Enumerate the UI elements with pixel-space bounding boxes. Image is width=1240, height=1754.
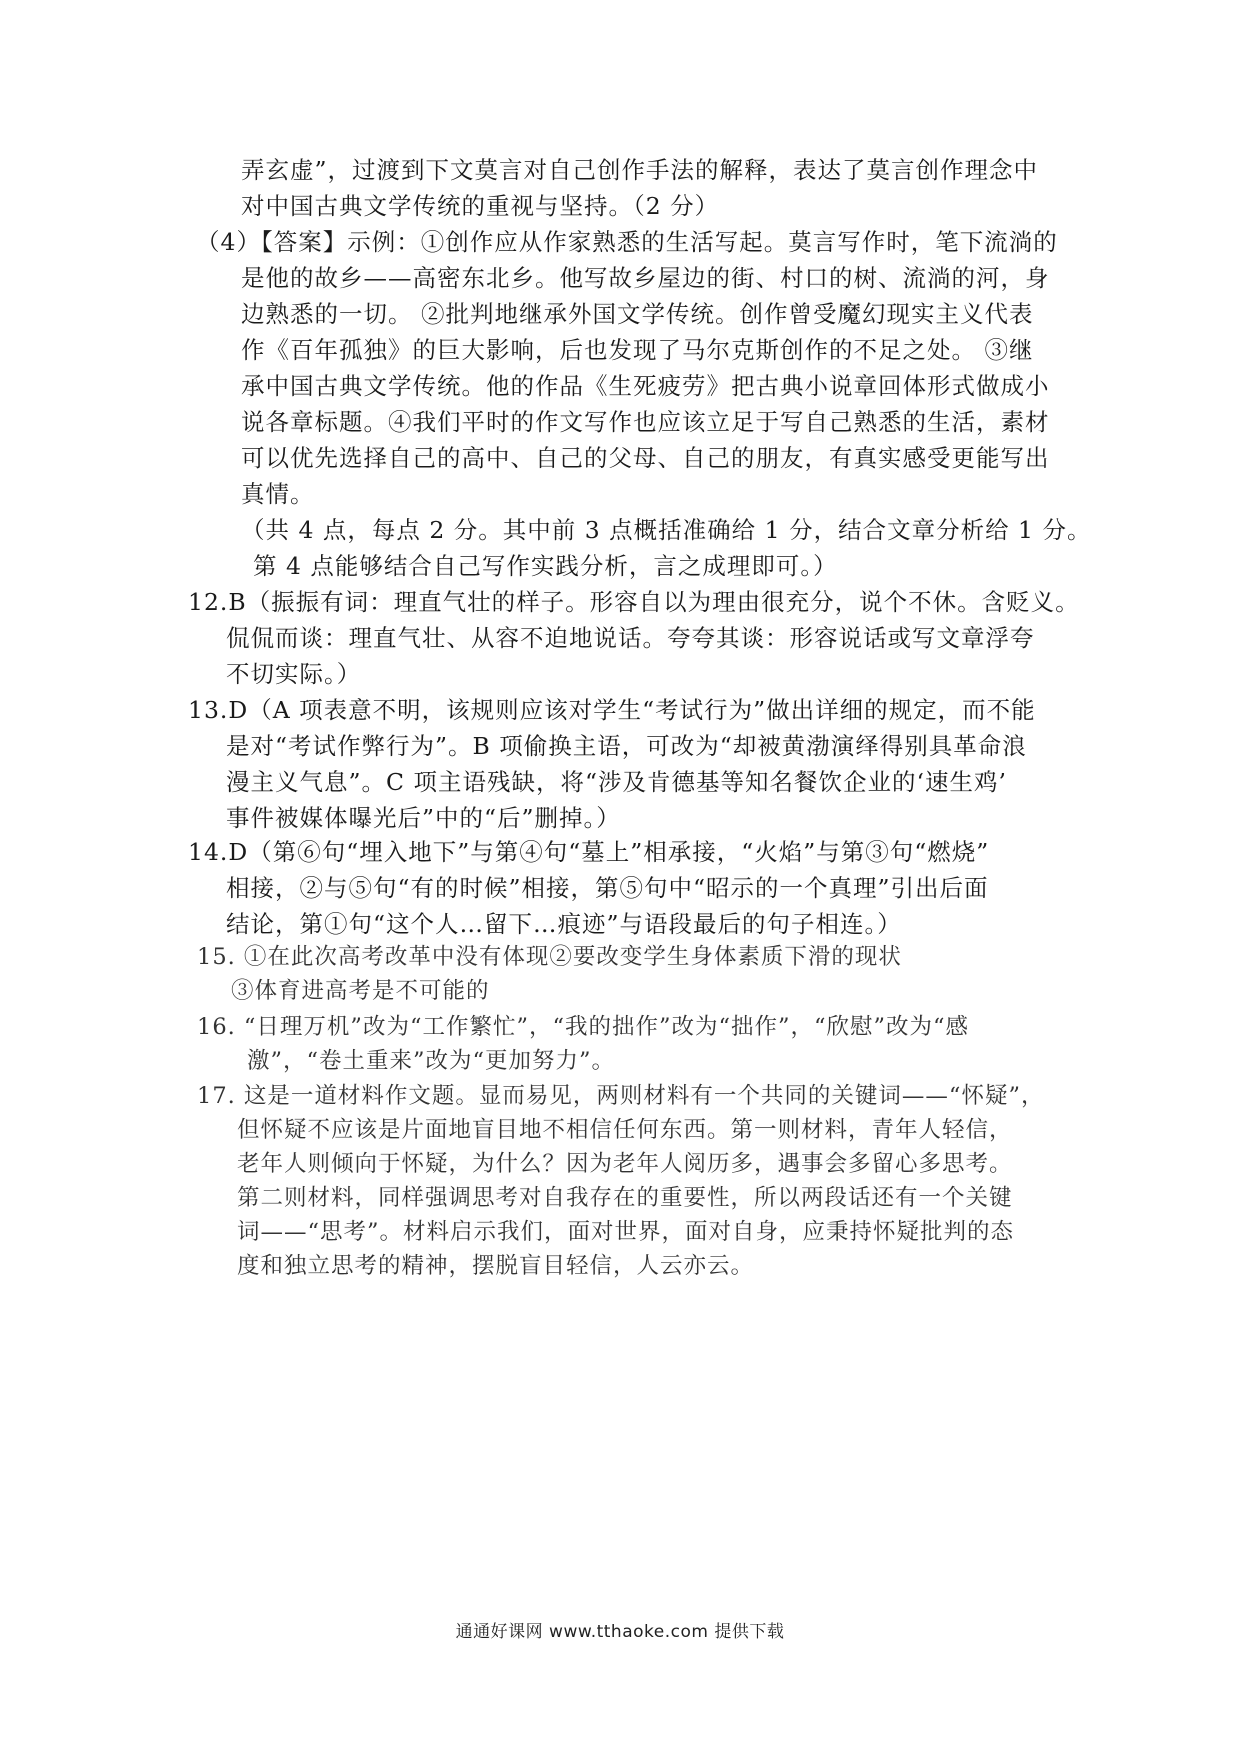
text-line: （共 4 点，每点 2 分。其中前 3 点概括准确给 1 分，结合文章分析给 1 分。 [241, 516, 1092, 544]
text-line: 侃侃而谈：理直气壮、从容不迫地说话。夸夸其谈：形容说话或写文章浮夸 [226, 624, 1035, 652]
answer-11-3-continuation [241, 152, 1038, 224]
answer-13 [188, 692, 1036, 836]
text-line: 17. 这是一道材料作文题。显而易见，两则材料有一个共同的关键词——“怀疑”， [197, 1083, 1045, 1109]
text-line: 15. ①在此次高考改革中没有体现②要改变学生身体素质下滑的现状 [197, 944, 902, 970]
text-line: 说各章标题。④我们平时的作文写作也应该立足于写自己熟悉的生活，素材 [241, 408, 1050, 436]
text-line: 是对“考试作弊行为”。B 项偷换主语，可改为“却被黄渤演绎得别具革命浪 [226, 732, 1027, 760]
text-line: 12.B（振振有词：理直气壮的样子。形容自以为理由很充分，说个不休。含贬义。 [188, 588, 1080, 616]
text-line: 13.D（A 项表意不明，该规则应该对学生“考试行为”做出详细的规定，而不能 [188, 696, 1036, 724]
text-line: 相接，②与⑤句“有的时候”相接，第⑤句中“昭示的一个真理”引出后面 [226, 874, 989, 902]
text-line: 承中国古典文学传统。他的作品《生死疲劳》把古典小说章回体形式做成小 [241, 372, 1050, 400]
text-line: 第 4 点能够结合自己写作实践分析，言之成理即可。） [253, 552, 838, 580]
text-line: 老年人则倾向于怀疑，为什么？因为老年人阅历多，遇事会多留心多思考。 [237, 1151, 1013, 1177]
text-line: 不切实际。） [226, 660, 362, 688]
text-line: 度和独立思考的精神，摆脱盲目轻信，人云亦云。 [237, 1253, 755, 1279]
text-line: 对中国古典文学传统的重视与坚持。（2 分） [241, 192, 720, 220]
text-line: 边熟悉的一切。 ②批判地继承外国文学传统。创作曾受魔幻现实主义代表 [241, 300, 1034, 328]
text-line: 第二则材料，同样强调思考对自我存在的重要性，所以两段话还有一个关键 [237, 1185, 1013, 1211]
text-line: 真情。 [241, 480, 315, 508]
text-line: 漫主义气息”。C 项主语残缺，将“涉及肯德基等知名餐饮企业的‘速生鸡’ [226, 768, 1007, 796]
answer-16 [197, 1010, 969, 1078]
text-line: ③体育进高考是不可能的 [231, 978, 490, 1004]
text-line: 是他的故乡——高密东北乡。他写故乡屋边的街、村口的树、流淌的河，身 [241, 264, 1050, 292]
footer-download-credit: 通通好课网 www.tthaoke.com 提供下载 [455, 1622, 785, 1642]
text-line: 14.D（第⑥句“埋入地下”与第④句“墓上”相承接，“火焰”与第③句“燃烧” [188, 838, 990, 866]
answer-14 [188, 834, 989, 942]
answer-17 [197, 1079, 1044, 1283]
text-line: 但怀疑不应该是片面地盲目地不相信任何东西。第一则材料，青年人轻信， [237, 1117, 1013, 1143]
text-line: 16. “日理万机”改为“工作繁忙”，“我的拙作”改为“拙作”，“欣慰”改为“感 [197, 1014, 969, 1040]
text-line: （4）【答案】示例：①创作应从作家熟悉的生活写起。莫言写作时，笔下流淌的 [196, 228, 1058, 256]
text-line: 激”，“卷土重来”改为“更加努力”。 [247, 1048, 616, 1074]
answer-12 [188, 584, 1080, 692]
text-line: 结论，第①句“这个人…留下…痕迹”与语段最后的句子相连。） [226, 910, 902, 938]
answer-11-4 [196, 224, 1058, 512]
text-line: 词——“思考”。材料启示我们，面对世界，面对自身，应秉持怀疑批判的态 [237, 1219, 1015, 1245]
answer-15 [197, 940, 902, 1008]
text-line: 弄玄虚”，过渡到下文莫言对自己创作手法的解释，表达了莫言创作理念中 [241, 156, 1039, 184]
text-line: 可以优先选择自己的高中、自己的父母、自己的朋友，有真实感受更能写出 [241, 444, 1050, 472]
text-line: 事件被媒体曝光后”中的“后”删掉。） [226, 804, 621, 832]
text-line: 作《百年孤独》的巨大影响，后也发现了马尔克斯创作的不足之处。 ③继 [241, 336, 1034, 364]
answer-11-4-scoring-note [241, 512, 1091, 584]
